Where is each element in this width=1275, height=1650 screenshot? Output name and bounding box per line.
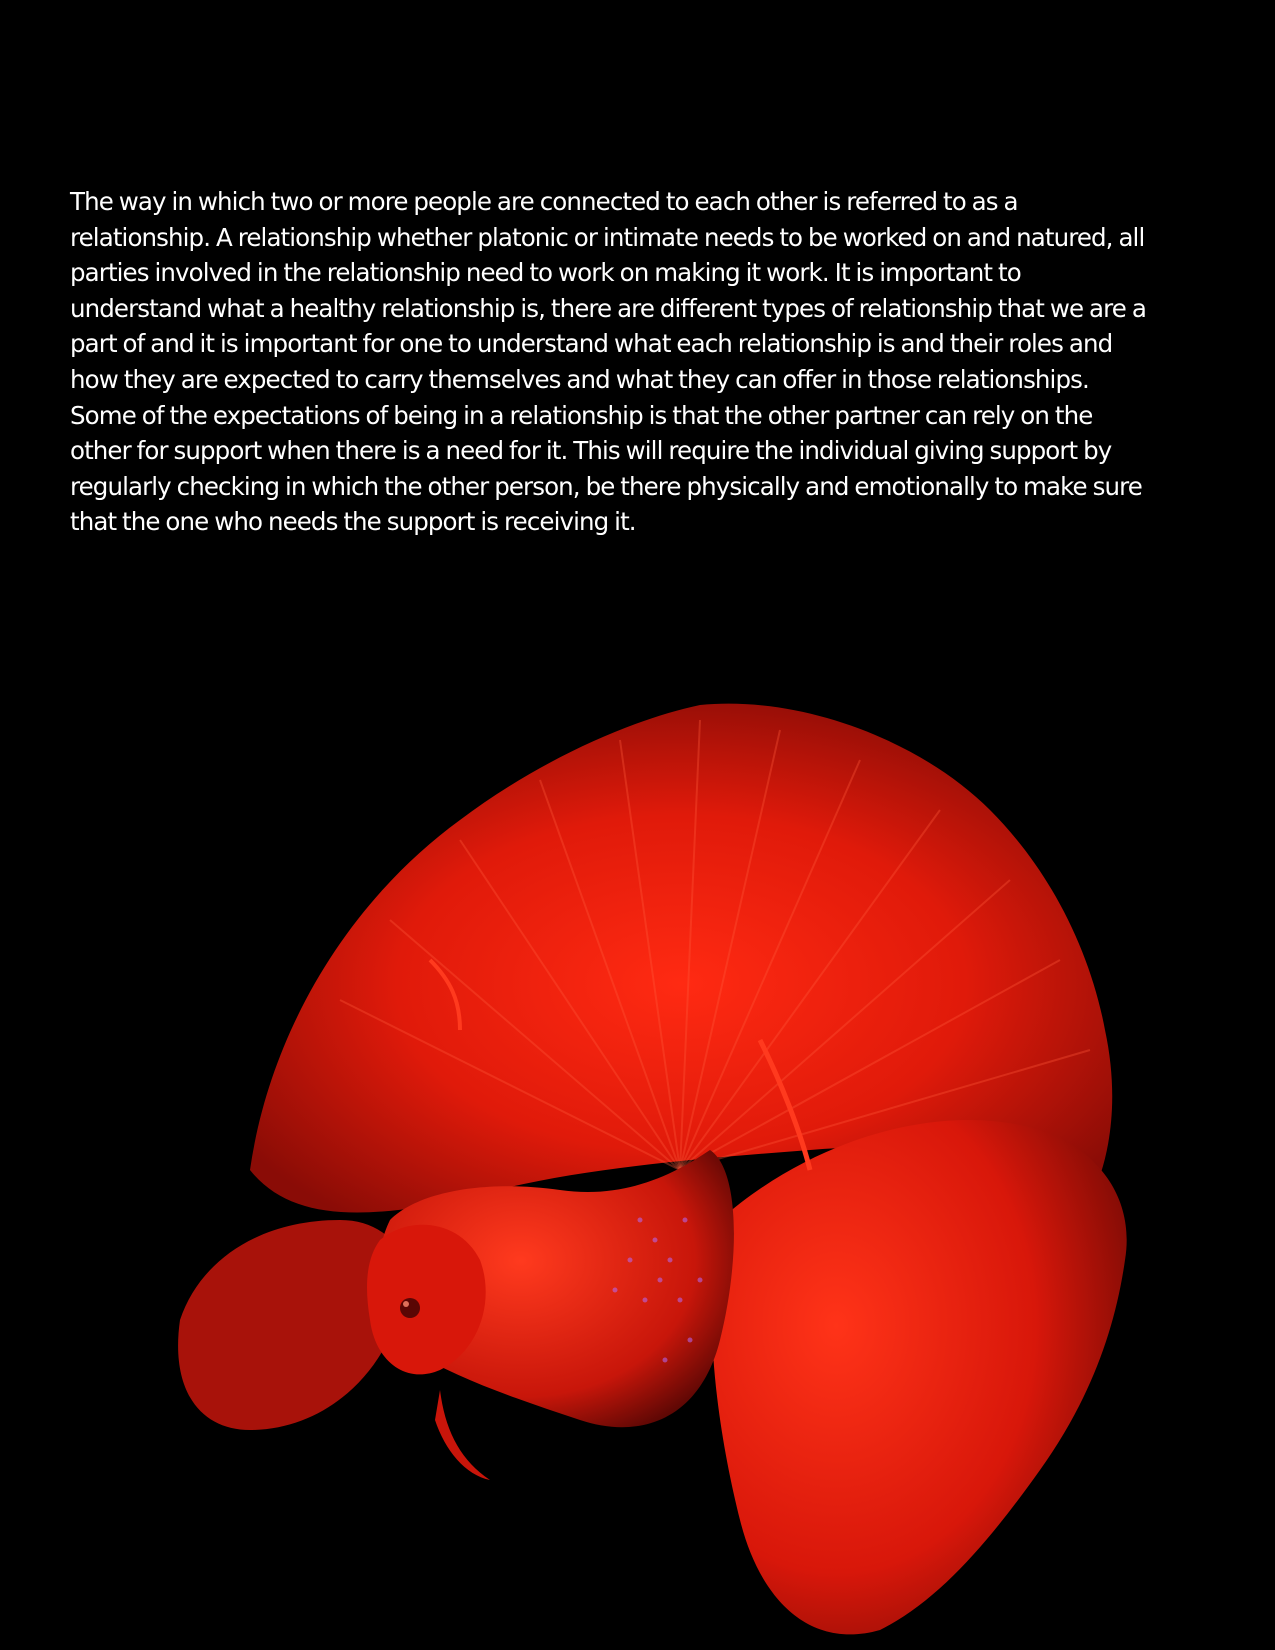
paragraph-line: Some of the expectations of being in a relationship is that the other partner can rely on the: [70, 400, 1093, 430]
paragraph-line: part of and it is important for one to understand what each relationship is and their roles and: [70, 329, 1113, 359]
paragraph-line: The way in which two or more people are connected to each other is referred to as a: [70, 187, 1018, 216]
paragraph-line: relationship. A relationship whether platonic or intimate needs to be worked on and natured, all: [70, 222, 1145, 252]
paragraph-line: understand what a healthy relationship is, there are different types of relationship that we are a: [70, 293, 1146, 323]
eye-icon: [400, 1298, 420, 1318]
paragraph-line: other for support when there is a need for it. This will require the individual giving support by: [70, 436, 1112, 466]
tail-fin: [712, 1120, 1127, 1634]
paragraph-line: parties involved in the relationship need to work on making it work. It is important to: [70, 258, 1021, 288]
body-paragraph: [70, 184, 1195, 540]
paragraph-line: that the one who needs the support is receiving it.: [70, 507, 636, 537]
red-betta-fish-image: [160, 700, 1200, 1650]
paragraph-line: how they are expected to carry themselves and what they can offer in those relationships.: [70, 364, 1089, 394]
betta-fish-illustration: [160, 700, 1200, 1650]
paragraph-line: regularly checking in which the other person, be there physically and emotionally to make sure: [70, 471, 1142, 501]
ventral-fin: [435, 1390, 490, 1480]
